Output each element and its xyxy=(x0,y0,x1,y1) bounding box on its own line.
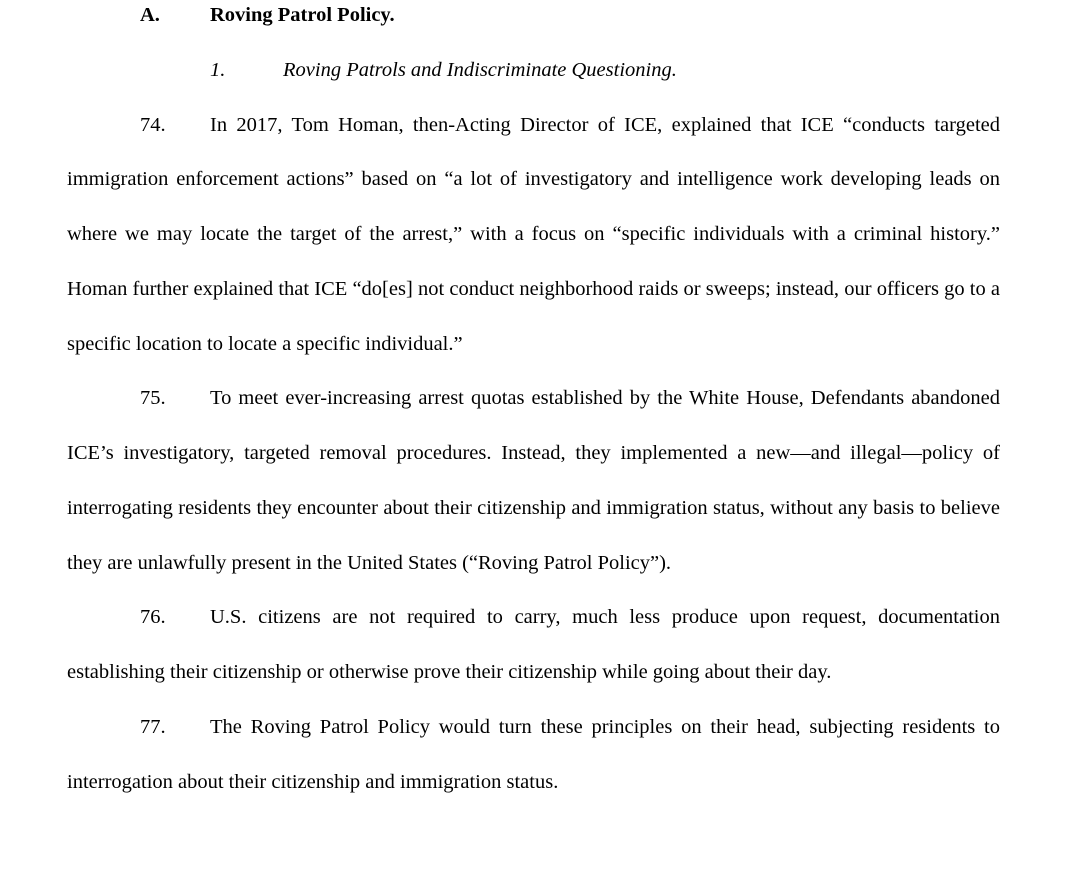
paragraph-77 xyxy=(67,700,1000,810)
section-title: Roving Patrol Policy. xyxy=(210,4,395,26)
subsection-title: Roving Patrols and Indiscriminate Questioning. xyxy=(283,58,677,81)
subsection-heading xyxy=(67,43,1000,98)
paragraph-74-number: 74. xyxy=(140,113,166,136)
paragraph-75 xyxy=(67,371,1000,590)
paragraph-75-number: 75. xyxy=(140,387,166,410)
section-label: A. xyxy=(140,4,160,26)
paragraph-76 xyxy=(67,590,1000,700)
section-heading xyxy=(67,0,1000,43)
paragraph-74-text: In 2017, Tom Homan, then-Acting Director of ICE, explained that ICE “conducts targeted immigration enforcement actions” based on “a lot of investigatory and intelligence work developing leads on where we may locate the target of the arrest,” with a focus on “specific individuals with a criminal history.” Homan further explained that ICE “do[es] not conduct neighborhood raids or sweeps; instead, our officers go to a specific location to locate a specific individual.” xyxy=(67,113,1000,355)
paragraph-74 xyxy=(67,98,1000,372)
paragraph-77-text: The Roving Patrol Policy would turn these principles on their head, subjecting residents to interrogation about their citizenship and immigration status. xyxy=(67,715,1000,793)
paragraph-76-text: U.S. citizens are not required to carry, much less produce upon request, documentation establishing their citizenship or otherwise prove their citizenship while going about their day. xyxy=(67,606,1000,683)
paragraph-76-number: 76. xyxy=(140,606,166,629)
paragraph-77-number: 77. xyxy=(140,715,166,738)
subsection-label: 1. xyxy=(210,58,226,81)
paragraph-75-text: To meet ever-increasing arrest quotas established by the White House, Defendants abandoned ICE’s investigatory, targeted removal procedures. Instead, they implemented a new—and illegal—policy of interrogating residents they encounter about their citizenship and immigration status, without any basis to believe they are unlawfully present in the United States (“Roving Patrol Policy”). xyxy=(67,387,1000,574)
